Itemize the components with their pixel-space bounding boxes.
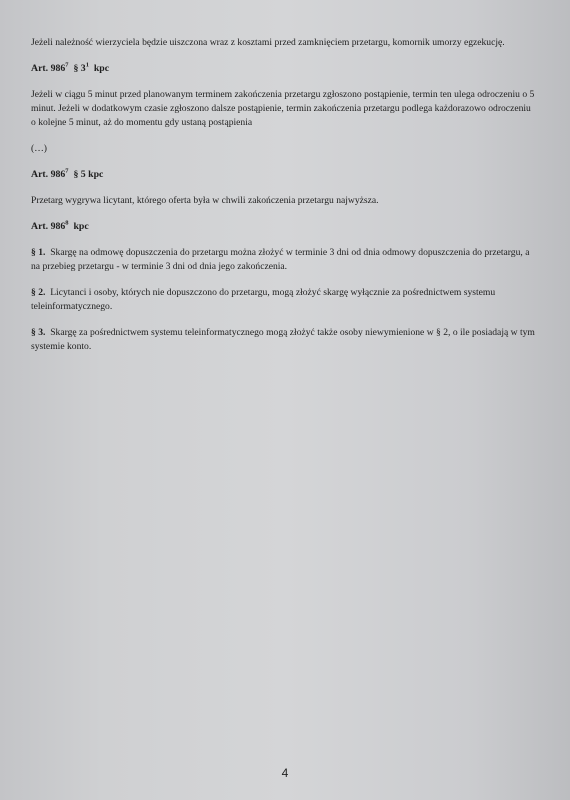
heading-superscript: 8	[65, 219, 69, 227]
heading-section-superscript: 1	[85, 61, 89, 69]
section-number: § 3.	[31, 327, 46, 338]
page-number: 4	[281, 766, 289, 780]
document-body	[31, 36, 536, 366]
intro-paragraph: Jeżeli należność wierzyciela będzie uiszczona wraz z kosztami przed zamknięciem przetargu, komornik umorzy egzekucję.	[31, 37, 505, 48]
heading-superscript: 7	[65, 167, 69, 175]
section-text: Skargę za pośrednictwem systemu teleinformatycznego mogą złożyć także osoby niewymienione w § 2, o ile posiadają w tym systemie konto.	[31, 327, 535, 352]
heading-suffix: § 5 kpc	[73, 169, 104, 180]
section-paragraph-2	[31, 286, 536, 314]
article-heading-986-8	[31, 220, 536, 234]
heading-prefix: Art. 986	[31, 169, 66, 180]
article-986-7-s5-text: Przetarg wygrywa licytant, którego oferta była w chwili zakończenia przetargu najwyższa.	[31, 195, 379, 206]
section-text: Skargę na odmowę dopuszczenia do przetargu można złożyć w terminie 3 dni od dnia odmowy dopuszczenia do przetargu, a na przebieg przetargu - w terminie 3 dni od dnia jego zakończenia.	[31, 247, 530, 272]
omission-marker: (…)	[31, 143, 47, 154]
section-text: Licytanci i osoby, których nie dopuszczono do przetargu, mogą złożyć skargę wyłącznie za pośrednictwem systemu teleinformatycznego.	[31, 287, 496, 312]
heading-prefix: Art. 986	[31, 221, 66, 232]
article-986-7-s3-1-text: Jeżeli w ciągu 5 minut przed planowanym terminem zakończenia przetargu zgłoszono postąpienie, termin ten ulega odroczeniu o 5 minut. Jeżeli w dodatkowym czasie zgłoszono dalsze postąpienie, termin zakończenia przetargu podlega każdorazowo odroczeniu o kolejne 5 minut, aż do momentu gdy ustaną postąpienia	[31, 89, 535, 128]
heading-superscript: 7	[65, 61, 69, 69]
heading-suffix: kpc	[73, 221, 89, 232]
section-number: § 1.	[31, 247, 46, 258]
section-number: § 2.	[31, 287, 46, 298]
article-heading-986-7-s5	[31, 168, 536, 182]
section-paragraph-1	[31, 246, 536, 274]
heading-section: § 3	[73, 63, 86, 74]
heading-suffix: kpc	[93, 63, 110, 74]
article-heading-986-7-s3-1	[31, 62, 536, 76]
heading-prefix: Art. 986	[31, 63, 66, 74]
section-paragraph-3	[31, 326, 536, 354]
